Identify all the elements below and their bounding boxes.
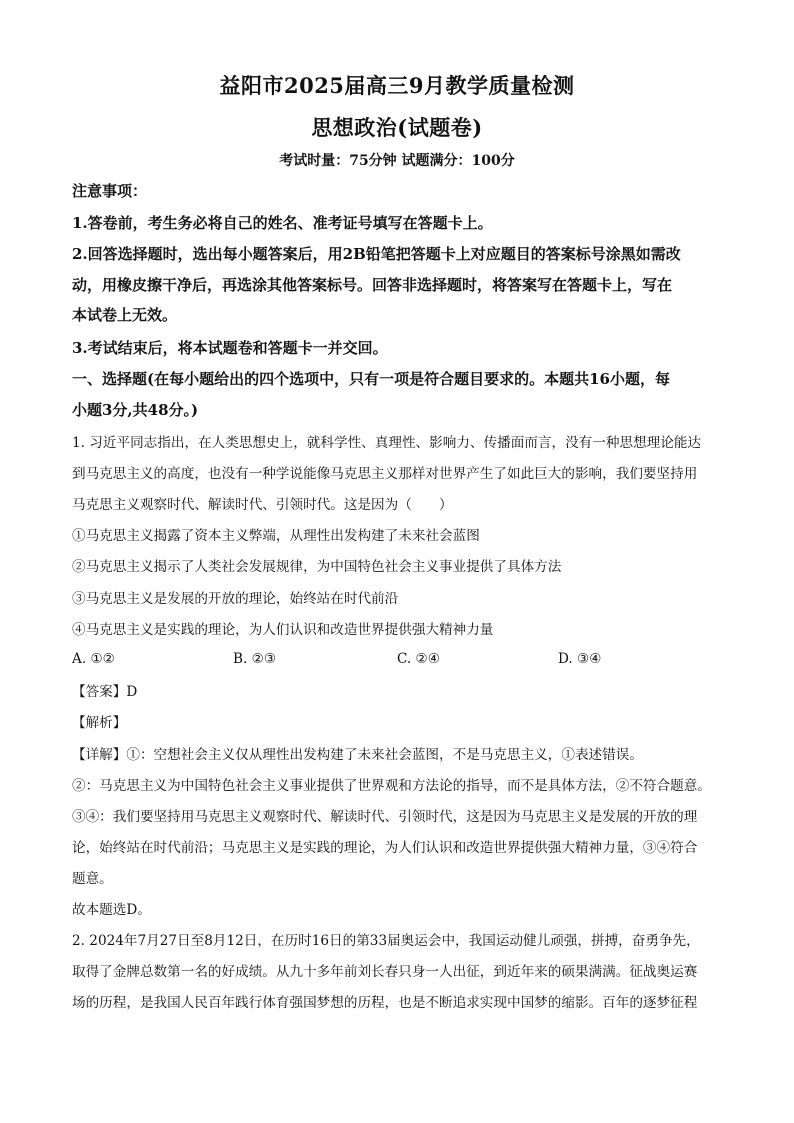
q1-detail: ③④：我们要坚持用马克思主义观察时代、解读时代、引领时代，这是因为马克思主义是发展的开放的理: [72, 809, 698, 825]
notice-line: 2.回答选择题时，选出每小题答案后，用2B铅笔把答题卡上对应题目的答案标号涂黑如需改: [72, 245, 681, 263]
q2-stem: 2. 2024年7月27日至8月12日，在历时16日的第33届奥运会中，我国运动健儿顽强，拼搏，奋勇争先，: [72, 933, 700, 949]
section-heading: 小题3分,共48分。): [72, 401, 199, 419]
q1-statement: ①马克思主义揭露了资本主义弊端，从理性出发构建了未来社会蓝图: [72, 528, 480, 544]
q1-detail: 论，始终站在时代前沿；马克思主义是实践的理论，为人们认识和改造世界提供强大精神力量，③④符合: [72, 840, 698, 856]
q1-stem: 到马克思主义的高度，也没有一种学说能像马克思主义那样对世界产生了如此巨大的影响，我们要坚持用: [72, 466, 698, 482]
exam-info: 考试时量：75分钟 试题满分：100分: [279, 153, 515, 169]
exam-title: 益阳市2025届高三9月教学质量检测: [219, 73, 575, 98]
q1-stem: 1. 习近平同志指出，在人类思想史上，就科学性、真理性、影响力、传播面而言，没有一种思想理论能达: [72, 435, 702, 451]
notice-line: 本试卷上无效。: [72, 306, 178, 324]
q1-stem: 马克思主义观察时代、解读时代、引领时代。这是因为（ ）: [72, 497, 453, 513]
q1-answer: 【答案】D: [72, 684, 138, 700]
q1-option-c: C. ②④: [397, 651, 440, 667]
notice-heading: 注意事项：: [72, 182, 148, 200]
q1-detail: 【详解】①：空想社会主义仅从理性出发构建了未来社会蓝图，不是马克思主义，①表述错误。: [72, 747, 643, 763]
notice-line: 3.考试结束后，将本试题卷和答题卡一并交回。: [72, 339, 388, 357]
q1-option-b: B. ②③: [233, 651, 277, 667]
q1-option-a: A. ①②: [72, 651, 115, 667]
q1-detail: 故本题选D。: [72, 902, 151, 918]
q1-option-d: D. ③④: [558, 651, 602, 667]
q2-stem: 取得了金牌总数第一名的好成绩。从九十多年前刘长春只身一人出征，到近年来的硕果满满。征战奥运赛: [72, 964, 698, 980]
notice-line: 动，用橡皮擦干净后，再选涂其他答案标号。回答非选择题时，将答案写在答题卡上，写在: [72, 276, 673, 294]
q1-statement: ③马克思主义是发展的开放的理论，始终站在时代前沿: [72, 591, 399, 607]
q1-detail: 题意。: [72, 871, 113, 887]
q1-detail: ②：马克思主义为中国特色社会主义事业提供了世界观和方法论的指导，而不是具体方法，②不符合题意。: [72, 778, 711, 794]
notice-line: 1.答卷前，考生务必将自己的姓名、准考证号填写在答题卡上。: [72, 214, 493, 232]
q1-statement: ②马克思主义揭示了人类社会发展规律，为中国特色社会主义事业提供了具体方法: [72, 559, 562, 575]
section-heading: 一、选择题(在每小题给出的四个选项中，只有一项是符合题目要求的。本题共16小题，每: [72, 370, 670, 388]
q1-analysis-label: 【解析】: [72, 715, 127, 731]
q2-stem: 场的历程，是我国人民百年践行体育强国梦想的历程，也是不断追求实现中国梦的缩影。百年的逐梦征程: [72, 995, 698, 1011]
exam-subtitle: 思想政治(试题卷): [311, 115, 483, 140]
q1-statement: ④马克思主义是实践的理论，为人们认识和改造世界提供强大精神力量: [72, 622, 494, 638]
